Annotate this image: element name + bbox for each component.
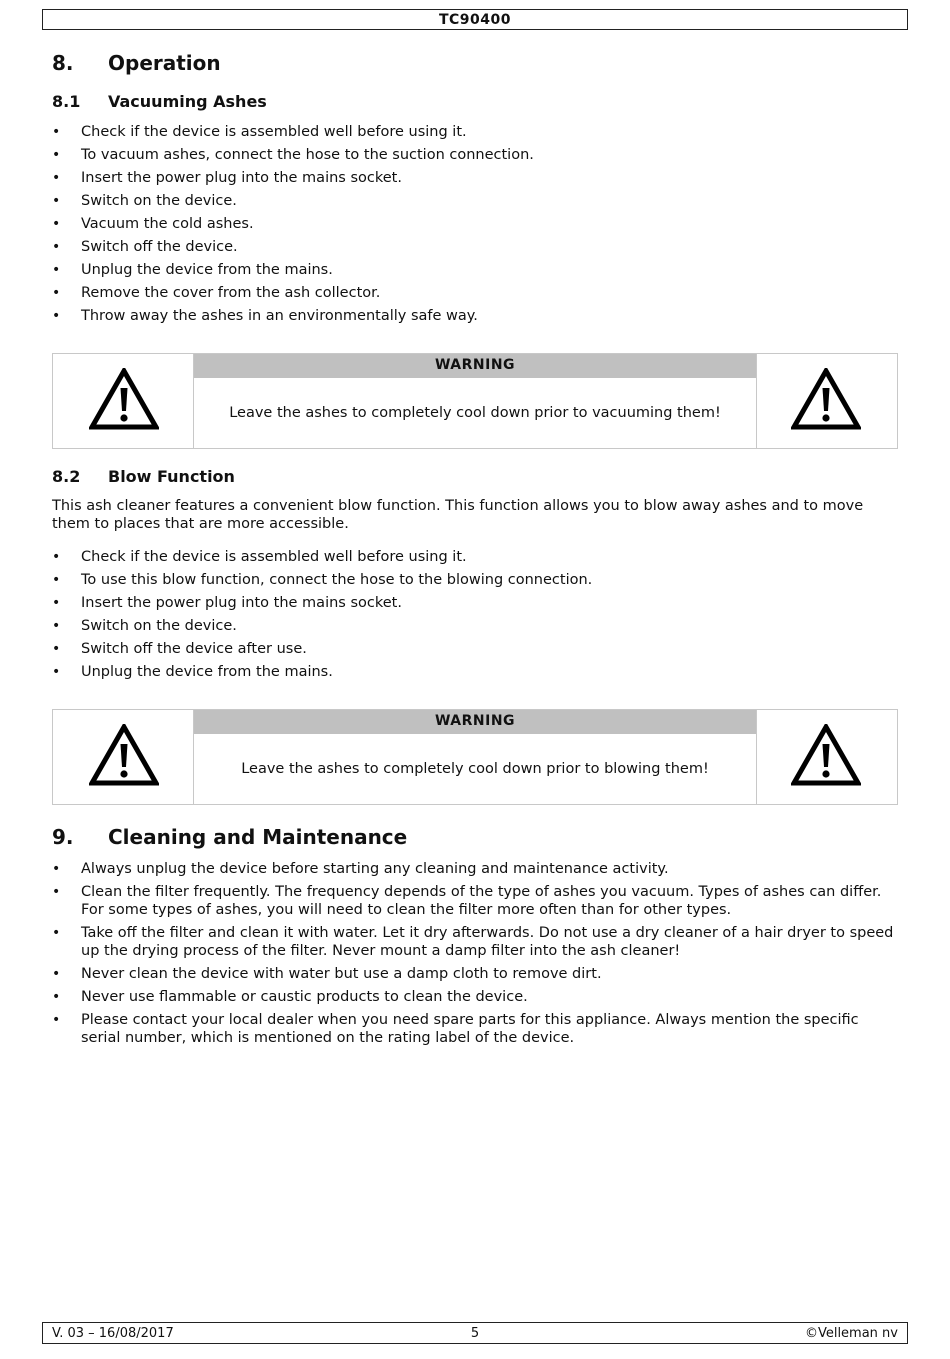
list-item: • Unplug the device from the mains. [52, 262, 333, 278]
vacuuming-steps-list [52, 123, 902, 325]
list-item: • To use this blow function, connect the hose to the blowing connection. [52, 572, 593, 588]
bullet-dot: • [52, 861, 61, 877]
subsection-8-1-heading [52, 92, 267, 111]
bullet-dot: • [52, 641, 61, 657]
bullet-dot: • [52, 147, 61, 163]
list-item: • Switch on the device. [52, 618, 237, 634]
warning-text: Leave the ashes to completely cool down prior to vacuuming them! [229, 405, 721, 421]
bullet-dot: • [52, 549, 61, 565]
bullet-dot: • [52, 262, 61, 278]
list-item: • Check if the device is assembled well before using it. [52, 549, 467, 565]
blow-steps-list [52, 548, 902, 681]
list-item: • Switch off the device after use. [52, 641, 307, 657]
section-8-heading [52, 51, 221, 75]
warning-icon-cell-left [53, 710, 194, 804]
subsection-number: 8.1 [52, 92, 81, 111]
list-item: • Switch off the device. [52, 239, 238, 255]
section-number: 8. [52, 51, 74, 75]
footer-version: V. 03 – 16/08/2017 [52, 1326, 174, 1341]
model-number: TC90400 [438, 12, 512, 28]
warning-triangle-icon [791, 368, 861, 430]
bullet-dot: • [52, 618, 61, 634]
bullet-dot: • [52, 925, 61, 941]
subsection-8-2-heading [52, 467, 235, 486]
footer-copyright: ©Velleman nv [804, 1326, 898, 1341]
warning-triangle-icon [89, 368, 159, 430]
warning-text: Leave the ashes to completely cool down prior to blowing them! [241, 761, 709, 777]
warning-icon-cell-right [756, 710, 897, 804]
subsection-title: Blow Function [108, 467, 235, 486]
list-item: • Check if the device is assembled well before using it. [52, 124, 467, 140]
list-item: • Throw away the ashes in an environmentally safe way. [52, 308, 478, 324]
section-title: Cleaning and Maintenance [108, 825, 408, 849]
list-item: • Never clean the device with water but use a damp cloth to remove dirt. [52, 966, 602, 982]
list-item: • Insert the power plug into the mains socket. [52, 170, 402, 186]
bullet-dot: • [52, 595, 61, 611]
bullet-dot: • [52, 193, 61, 209]
section-number: 9. [52, 825, 74, 849]
section-9-heading [52, 825, 407, 849]
list-item: • Switch on the device. [52, 193, 237, 209]
bullet-dot: • [52, 285, 61, 301]
footer-page-number: 5 [470, 1326, 480, 1341]
bullet-dot: • [52, 216, 61, 232]
list-item: • To vacuum ashes, connect the hose to the suction connection. [52, 147, 534, 163]
list-item: • Insert the power plug into the mains socket. [52, 595, 402, 611]
warning-label: WARNING [194, 354, 756, 378]
bullet-dot: • [52, 572, 61, 588]
list-item: • Take off the filter and clean it with water. Let it dry afterwards. Do not use a dry cleaner of a hair dryer to speed up the drying process of the filter. Never mount a damp filter into the ash cleaner! [52, 925, 894, 959]
bullet-dot: • [52, 664, 61, 680]
warning-box-vacuuming [52, 353, 898, 449]
list-item: • Never use flammable or caustic products to clean the device. [52, 989, 528, 1005]
blow-function-intro: This ash cleaner features a convenient blow function. This function allows you to blow away ashes and to move them to places that are more accessible. [52, 498, 864, 532]
warning-label: WARNING [194, 710, 756, 734]
document-header [42, 9, 908, 30]
warning-icon-cell-left [53, 354, 194, 448]
subsection-number: 8.2 [52, 467, 81, 486]
bullet-dot: • [52, 170, 61, 186]
bullet-dot: • [52, 124, 61, 140]
document-footer [42, 1322, 908, 1344]
bullet-dot: • [52, 884, 61, 900]
warning-triangle-icon [89, 724, 159, 786]
warning-triangle-icon [791, 724, 861, 786]
list-item: • Unplug the device from the mains. [52, 664, 333, 680]
list-item: • Please contact your local dealer when you need spare parts for this appliance. Always mention the specific serial number, which is mentioned on the rating label of the device. [52, 1012, 859, 1046]
warning-icon-cell-right [756, 354, 897, 448]
subsection-title: Vacuuming Ashes [108, 92, 267, 111]
list-item: • Clean the filter frequently. The frequency depends of the type of ashes you vacuum. Types of ashes can differ. For some types of ashes, you will need to clean the filter more often than for other types. [52, 884, 882, 918]
warning-box-blowing [52, 709, 898, 805]
bullet-dot: • [52, 1012, 61, 1028]
bullet-dot: • [52, 308, 61, 324]
bullet-dot: • [52, 966, 61, 982]
list-item: • Remove the cover from the ash collector. [52, 285, 381, 301]
bullet-dot: • [52, 239, 61, 255]
section-title: Operation [108, 51, 221, 75]
list-item: • Always unplug the device before starting any cleaning and maintenance activity. [52, 861, 669, 877]
list-item: • Vacuum the cold ashes. [52, 216, 254, 232]
maintenance-list [52, 860, 902, 1047]
bullet-dot: • [52, 989, 61, 1005]
